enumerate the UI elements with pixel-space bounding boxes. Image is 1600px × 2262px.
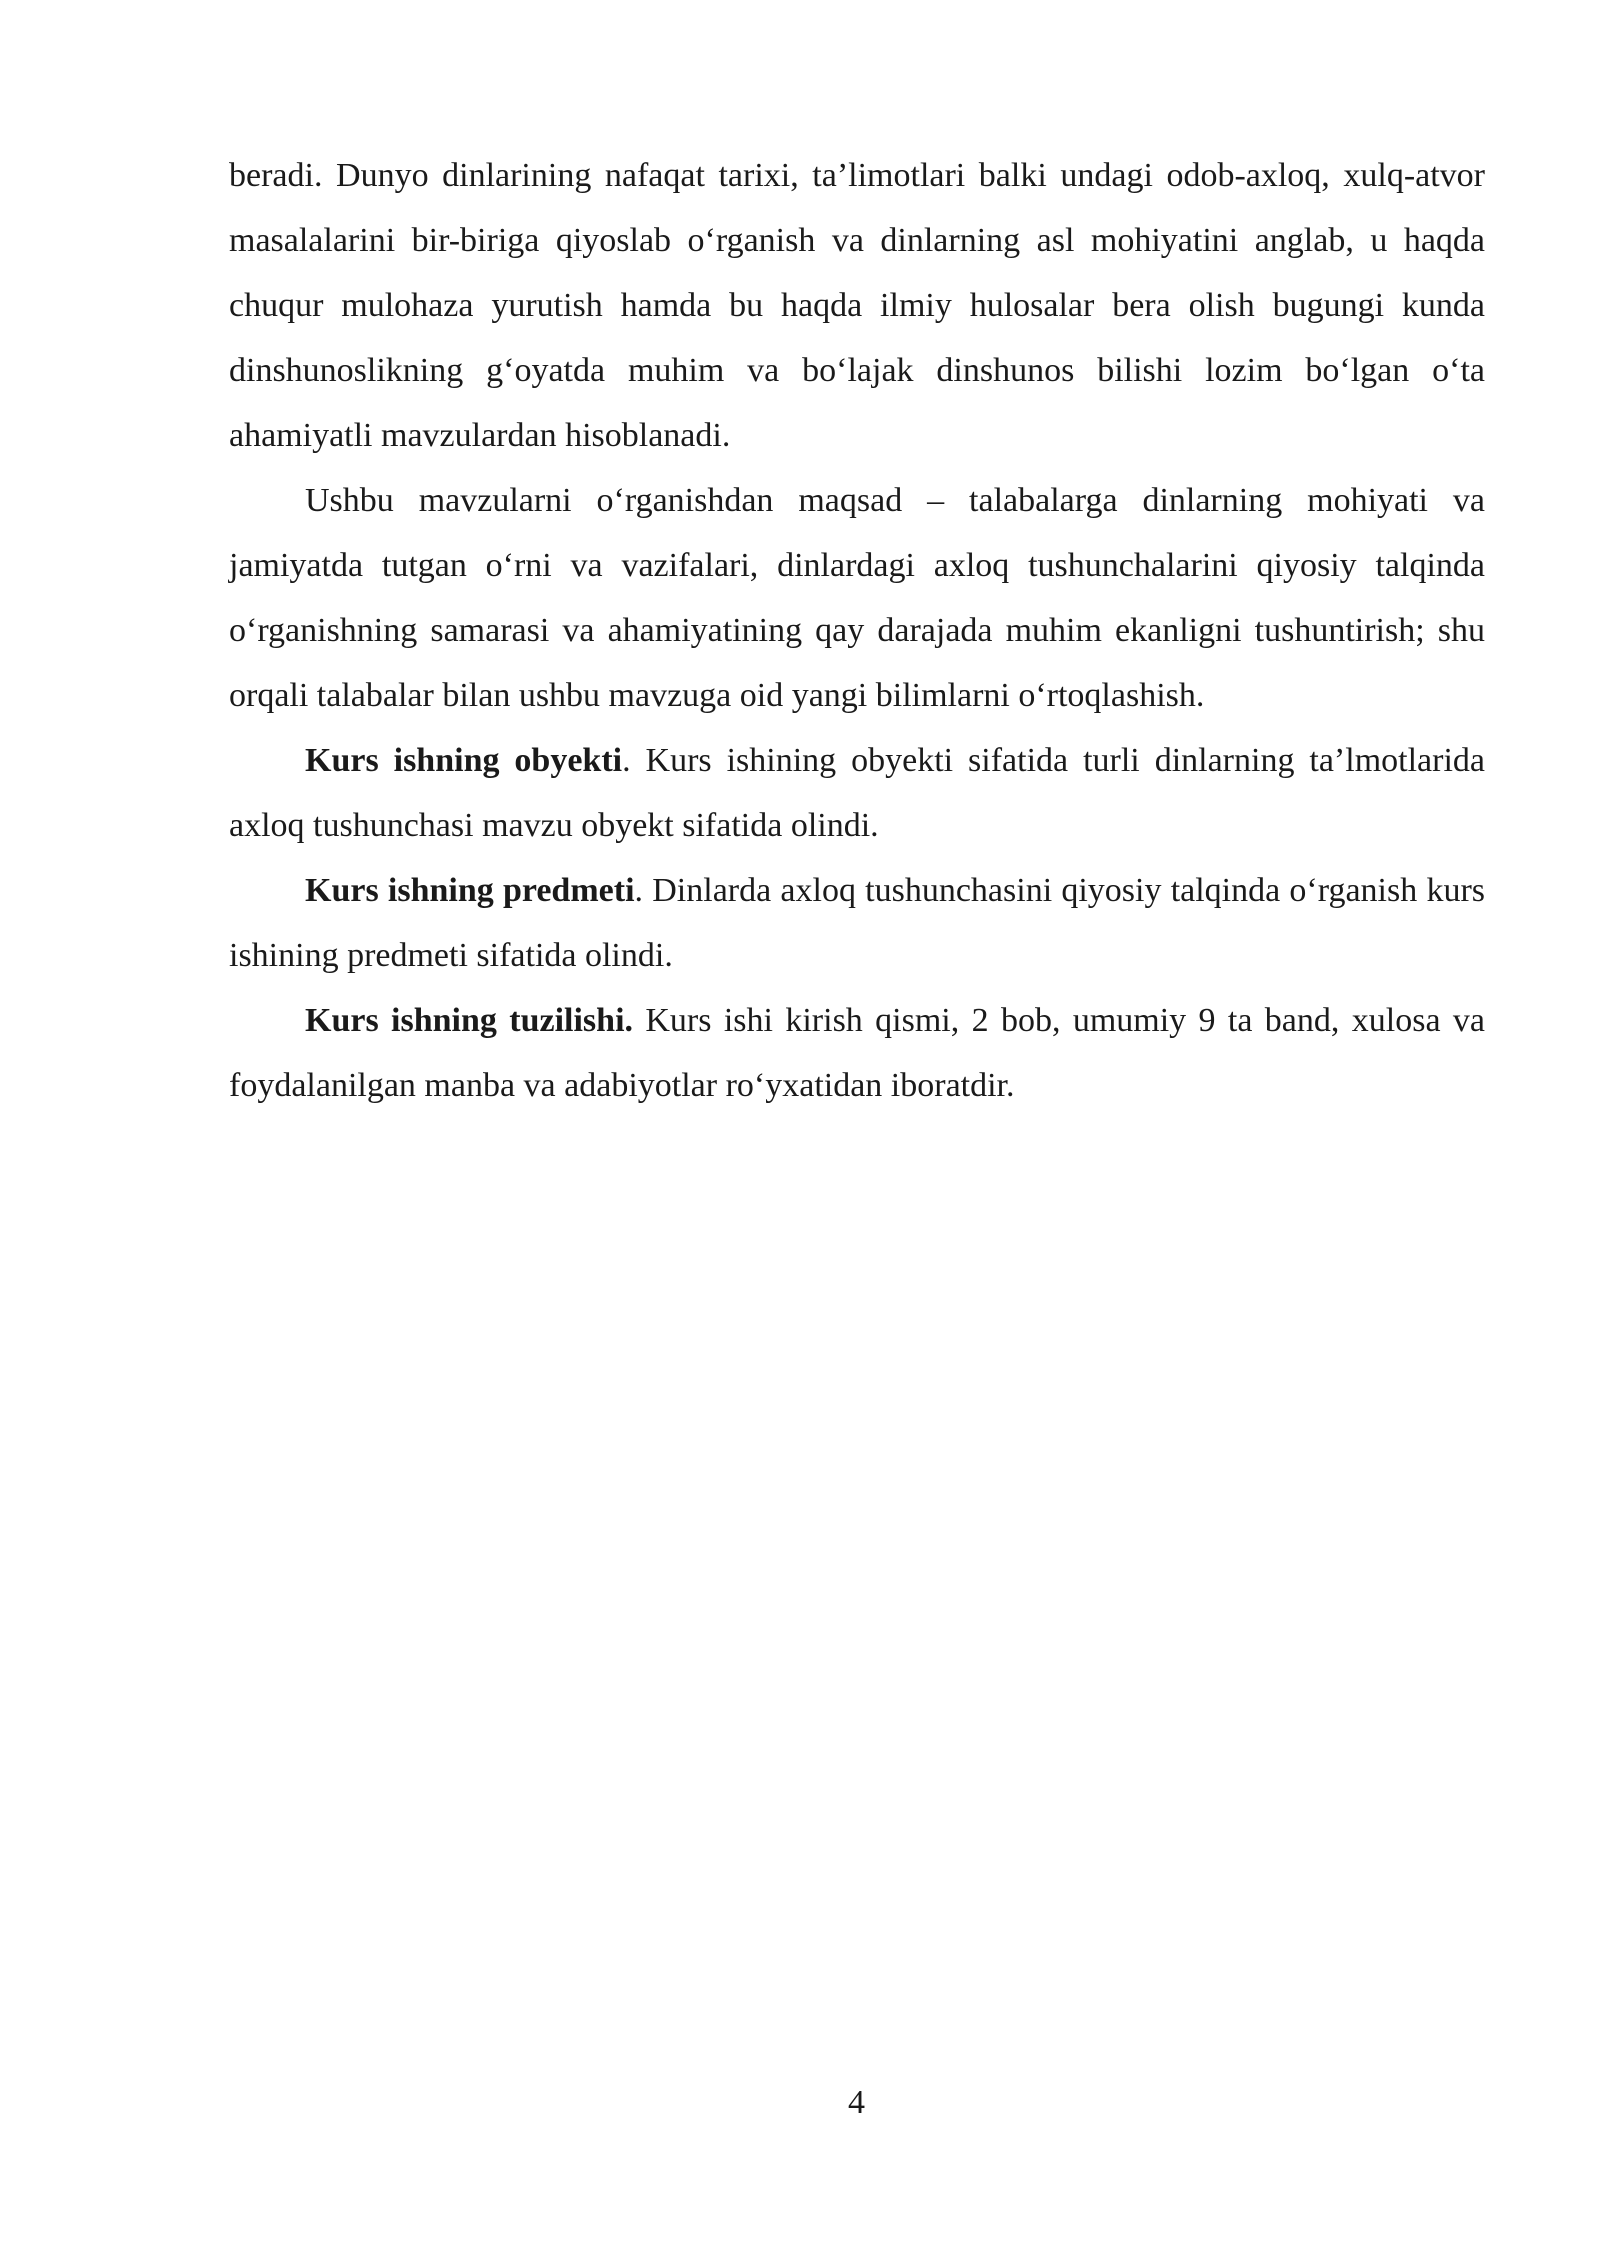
paragraph-heading: Kurs ishning obyekti	[305, 742, 623, 779]
page-number: 4	[848, 2084, 865, 2121]
paragraph-text: . Kurs ishining obyekti sifatida turli dinlarning ta’lmotlarida axloq tushunchasi mavzu obyekt sifatida olindi.	[229, 742, 1485, 844]
paragraph-structure	[229, 988, 1485, 1118]
paragraph-text: . Dinlarda axloq tushunchasini qiyosiy talqinda o‘rganish kurs ishining predmeti sifatida olindi.	[229, 872, 1485, 974]
paragraph-purpose	[229, 468, 1485, 728]
paragraph-heading: Kurs ishning tuzilishi.	[305, 1002, 634, 1039]
paragraph-object	[229, 728, 1485, 858]
paragraph-intro-continuation	[229, 143, 1485, 468]
paragraph-text: beradi. Dunyo dinlarining nafaqat tarixi, ta’limotlari balki undagi odob-axloq, xulq-atvor masalalarini bir-biriga qiyoslab o‘rganish va dinlarning asl mohiyatini anglab, u haqda chuqur mulohaza yurutish hamda bu haqda ilmiy hulosalar bera olish bugungi kunda dinshunoslikning g‘oyatda muhim va bo‘lajak dinshunos bilishi lozim bo‘lgan o‘ta ahamiyatli mavzulardan hisoblanadi.	[229, 157, 1485, 454]
body-text	[229, 143, 1485, 1118]
paragraph-text: Kurs ishi kirish qismi, 2 bob, umumiy 9 ta band, xulosa va foydalanilgan manba va adabiyotlar ro‘yxatidan iboratdir.	[229, 1002, 1485, 1104]
paragraph-subject	[229, 858, 1485, 988]
paragraph-text: Ushbu mavzularni o‘rganishdan maqsad – talabalarga dinlarning mohiyati va jamiyatda tutgan o‘rni va vazifalari, dinlardagi axloq tushunchalarini qiyosiy talqinda o‘rganishning samarasi va ahamiyatining qay darajada muhim ekanligni tushuntirish; shu orqali talabalar bilan ushbu mavzuga oid yangi bilimlarni o‘rtoqlashish.	[229, 482, 1485, 714]
paragraph-heading: Kurs ishning predmeti	[305, 872, 635, 909]
